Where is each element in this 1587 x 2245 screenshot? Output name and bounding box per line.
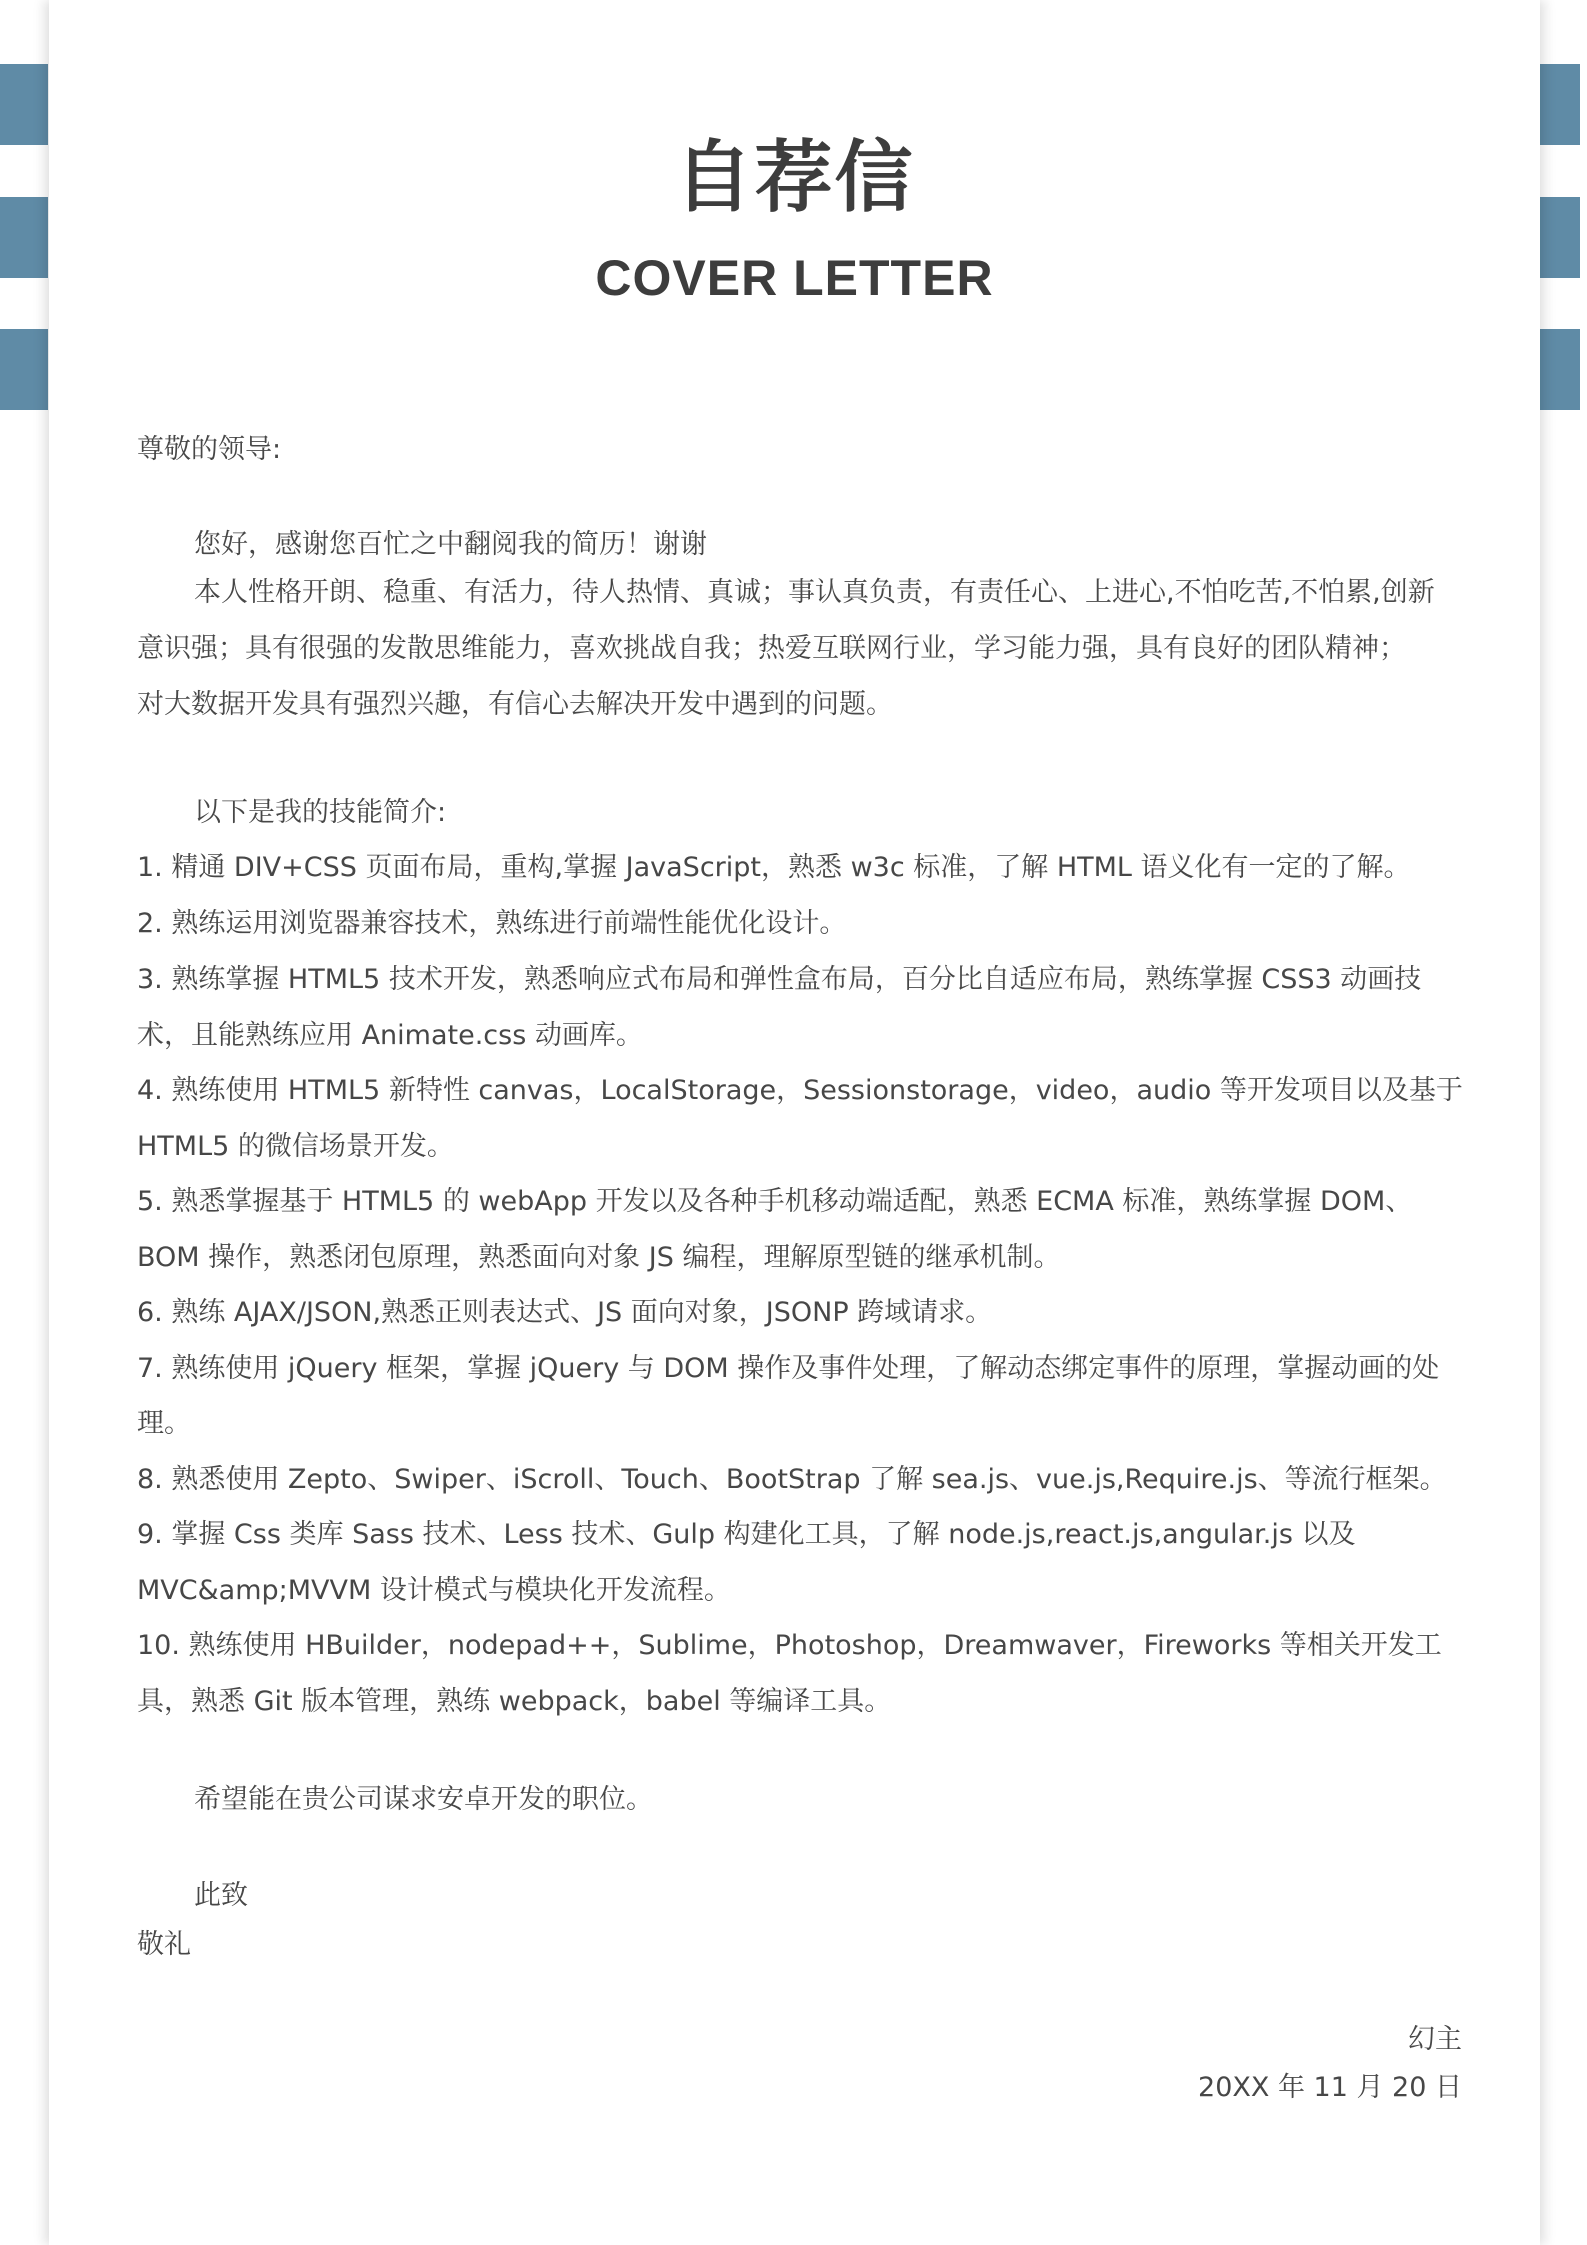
intro-line: 对大数据开发具有强烈兴趣，有信心去解决开发中遇到的问题。 <box>137 689 893 720</box>
skill-line: 3. 熟练掌握 HTML5 技术开发，熟悉响应式布局和弹性盒布局，百分比自适应布局，熟练掌握 CSS3 动画技 <box>137 964 1422 995</box>
skill-line: 术，且能熟练应用 Animate.css 动画库。 <box>137 1020 643 1051</box>
left-tab-2 <box>0 197 48 278</box>
closing-regards-2: 敬礼 <box>137 1929 191 1960</box>
intro-line: 意识强；具有很强的发散思维能力，喜欢挑战自我；热爱互联网行业，学习能力强，具有良好的团队精神； <box>137 633 1406 664</box>
signature-name: 幻主 <box>1408 2024 1462 2055</box>
left-tab-1 <box>0 64 48 145</box>
skill-line: 8. 熟悉使用 Zepto、Swiper、iScroll、Touch、BootStrap 了解 sea.js、vue.js,Require.js、等流行框架。 <box>137 1464 1447 1495</box>
skill-line: 理。 <box>137 1408 191 1439</box>
right-tab-1 <box>1540 64 1580 145</box>
right-tab-3 <box>1540 329 1580 410</box>
greeting: 您好，感谢您百忙之中翻阅我的简历！谢谢 <box>194 529 707 560</box>
left-tab-3 <box>0 329 48 410</box>
page-subtitle: COVER LETTER <box>595 250 994 306</box>
skill-line: 6. 熟练 AJAX/JSON,熟悉正则表达式、JS 面向对象，JSONP 跨域请求。 <box>137 1297 993 1328</box>
intro-line: 本人性格开朗、稳重、有活力，待人热情、真诚；事认真负责，有责任心、上进心,不怕吃苦,不怕累,创新 <box>194 577 1435 608</box>
skills-heading: 以下是我的技能简介: <box>194 797 447 828</box>
closing-regards-1: 此致 <box>194 1880 248 1911</box>
letter-page <box>49 0 1540 2245</box>
skill-line: 4. 熟练使用 HTML5 新特性 canvas，LocalStorage，Sessionstorage，video，audio 等开发项目以及基于 <box>137 1075 1463 1106</box>
skill-line: 10. 熟练使用 HBuilder，nodepad++，Sublime，Photoshop，Dreamwaver，Fireworks 等相关开发工 <box>137 1630 1442 1661</box>
skill-line: 2. 熟练运用浏览器兼容技术，熟练进行前端性能优化设计。 <box>137 908 847 939</box>
skill-line: 5. 熟悉掌握基于 HTML5 的 webApp 开发以及各种手机移动端适配，熟悉 ECMA 标准，熟练掌握 DOM、 <box>137 1186 1413 1217</box>
skill-line: 1. 精通 DIV+CSS 页面布局，重构,掌握 JavaScript，熟悉 w3c 标准，了解 HTML 语义化有一定的了解。 <box>137 852 1411 883</box>
page-title: 自荐信 <box>674 133 915 223</box>
salutation: 尊敬的领导: <box>137 434 282 465</box>
skill-line: 具，熟悉 Git 版本管理，熟练 webpack，babel 等编译工具。 <box>137 1686 892 1717</box>
skill-line: 7. 熟练使用 jQuery 框架，掌握 jQuery 与 DOM 操作及事件处理，了解动态绑定事件的原理，掌握动画的处 <box>137 1353 1440 1384</box>
skill-line: HTML5 的微信场景开发。 <box>137 1131 454 1162</box>
closing-wish: 希望能在贵公司谋求安卓开发的职位。 <box>194 1784 653 1815</box>
skill-line: MVC&amp;MVVM 设计模式与模块化开发流程。 <box>137 1575 731 1606</box>
skill-line: 9. 掌握 Css 类库 Sass 技术、Less 技术、Gulp 构建化工具，了解 node.js,react.js,angular.js 以及 <box>137 1519 1356 1550</box>
signature-date: 20XX 年 11 月 20 日 <box>1198 2072 1462 2103</box>
right-tab-2 <box>1540 197 1580 278</box>
skill-line: BOM 操作，熟悉闭包原理，熟悉面向对象 JS 编程，理解原型链的继承机制。 <box>137 1242 1061 1273</box>
